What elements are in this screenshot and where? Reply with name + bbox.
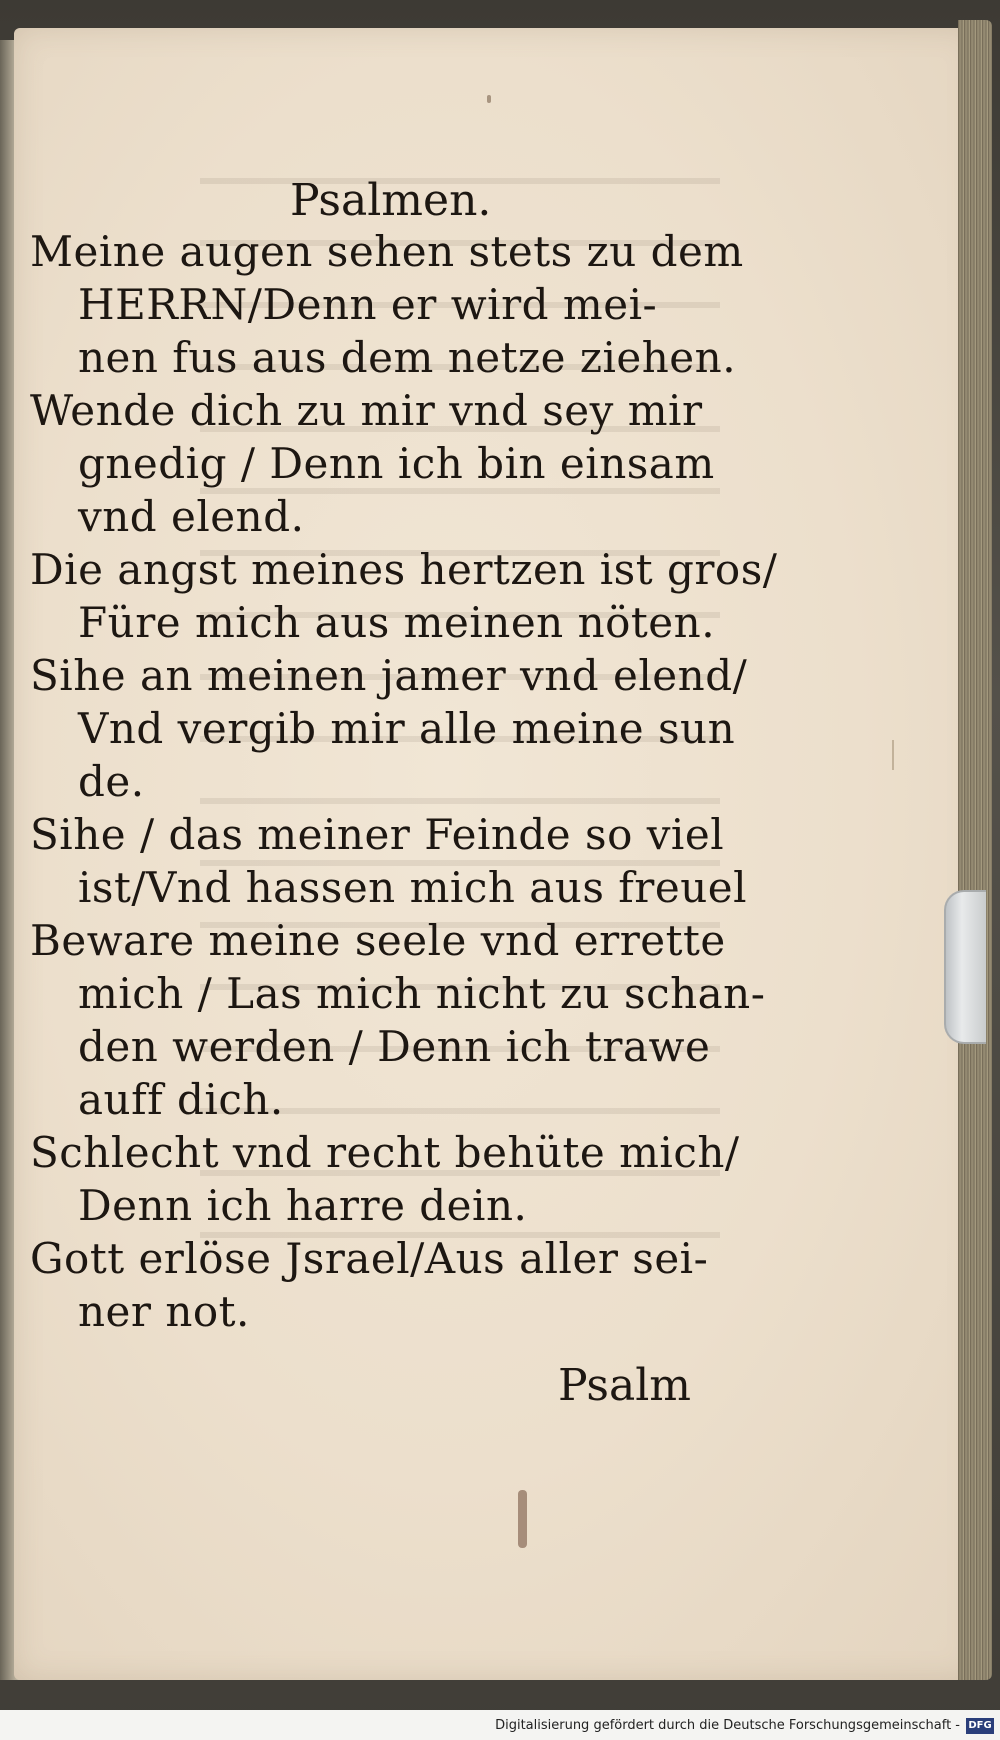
text-line: Sihe / das meiner Feinde so viel: [30, 810, 725, 859]
page-heading: Psalmen.: [290, 175, 492, 226]
text-line: vnd elend.: [78, 492, 305, 541]
digitization-footer: [0, 1710, 1000, 1740]
ink-speck: [487, 95, 491, 103]
text-line: Beware meine seele vnd errette: [30, 916, 726, 965]
text-line: Meine augen sehen stets zu dem: [30, 227, 744, 276]
page-tab-marker: [944, 890, 986, 1044]
psalm-text: [30, 225, 778, 1338]
text-line: auff dich.: [78, 1075, 284, 1124]
text-line: mich / Las mich nicht zu schan-: [78, 969, 766, 1018]
text-line: ner not.: [78, 1287, 250, 1336]
text-line: Gott erlöse Jsrael/Aus aller sei-: [30, 1234, 709, 1283]
text-line: Vnd vergib mir alle meine sun: [78, 704, 736, 753]
footer-credit: Digitalisierung gefördert durch die Deutsche Forschungsgemeinschaft -: [495, 1718, 960, 1733]
paper-scuff: [892, 740, 894, 770]
catchword: Psalm: [558, 1360, 692, 1411]
text-line: HERRN/Denn er wird mei-: [78, 280, 658, 329]
text-line: den werden / Denn ich trawe: [78, 1022, 711, 1071]
text-line: ist/Vnd hassen mich aus freuel: [78, 863, 748, 912]
text-line: Wende dich zu mir vnd sey mir: [30, 386, 703, 435]
text-line: Die angst meines hertzen ist gros/: [30, 545, 778, 594]
ink-stain: [518, 1490, 527, 1548]
dfg-logo: DFG: [966, 1718, 994, 1734]
text-line: gnedig / Denn ich bin einsam: [78, 439, 715, 488]
text-line: Denn ich harre dein.: [78, 1181, 528, 1230]
text-line: de.: [78, 757, 145, 806]
page-fore-edge: [958, 20, 992, 1680]
text-line: Schlecht vnd recht behüte mich/: [30, 1128, 740, 1177]
text-line: Sihe an meinen jamer vnd elend/: [30, 651, 748, 700]
text-line: nen fus aus dem netze ziehen.: [78, 333, 737, 382]
text-line: Füre mich aus meinen nöten.: [78, 598, 716, 647]
